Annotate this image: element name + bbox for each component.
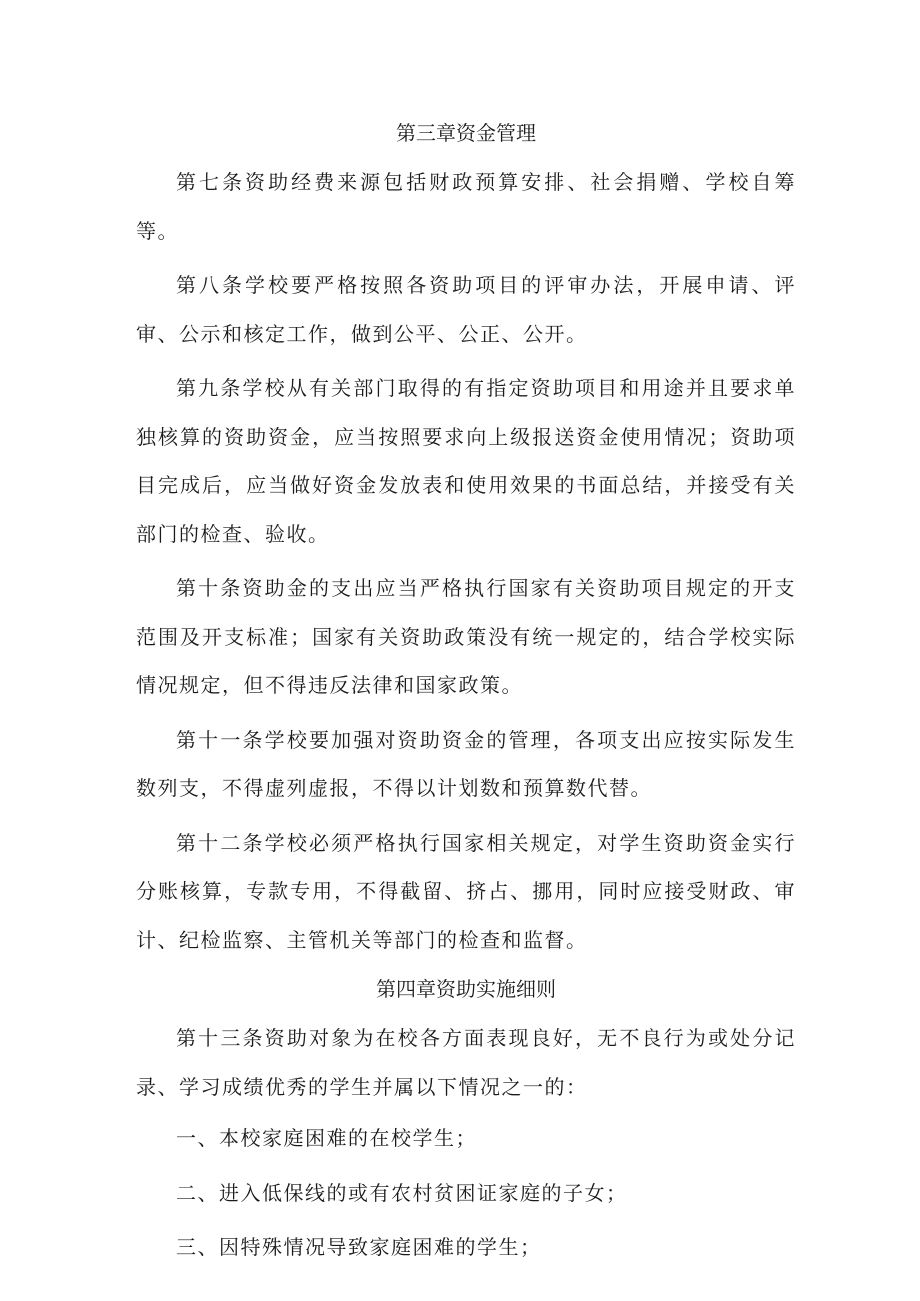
list-item: 一、本校家庭困难的在校学生；: [176, 1126, 477, 1150]
chapter-3-heading: 第三章资金管理: [396, 121, 536, 145]
list-item: 二、进入低保线的或有农村贫困证家庭的子女；: [176, 1180, 628, 1205]
article-12: 第十二条学校必须严格执行国家相关规定，对学生资助资金实行分账核算，专款专用，不得截留、挤占、挪用，同时应接受财政、审计、纪检监察、主管机关等部门的检查和监督。: [136, 830, 796, 952]
chapter-4-heading: 第四章资助实施细则: [376, 977, 556, 1001]
article-13: 第十三条资助对象为在校各方面表现良好，无不良行为或处分记录、学习成绩优秀的学生并属以下情况之一的：: [136, 1026, 796, 1099]
document-body: [136, 108, 796, 1275]
article-9: 第九条学校从有关部门取得的有指定资助项目和用途并且要求单独核算的资助资金，应当按照要求向上级报送资金使用情况；资助项目完成后，应当做好资金发放表和使用效果的书面总结，并接受有关部门的检查、验收。: [136, 376, 796, 546]
article-7: 第七条资助经费来源包括财政预算安排、社会捐赠、学校自筹等。: [136, 170, 796, 243]
list-item: 三、因特殊情况导致家庭困难的学生；: [176, 1235, 542, 1260]
article-11: 第十一条学校要加强对资助资金的管理，各项支出应按实际发生数列支，不得虚列虚报，不得以计划数和预算数代替。: [136, 727, 796, 800]
article-8: 第八条学校要严格按照各资助项目的评审办法，开展申请、评审、公示和核定工作，做到公平、公正、公开。: [136, 273, 796, 346]
article-10: 第十条资助金的支出应当严格执行国家有关资助项目规定的开支范围及开支标准；国家有关资助政策没有统一规定的，结合学校实际情况规定，但不得违反法律和国家政策。: [136, 576, 796, 697]
